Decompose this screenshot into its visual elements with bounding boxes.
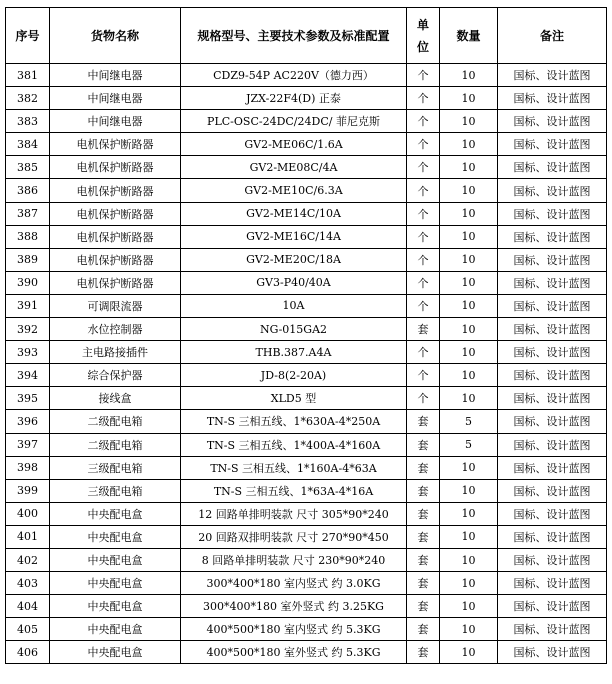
table-body (6, 64, 607, 664)
cell-seq: 387 (6, 202, 50, 225)
cell-unit: 套 (407, 456, 440, 479)
cell-name: 电机保护断路器 (50, 133, 181, 156)
table-row (6, 225, 607, 248)
cell-name: 电机保护断路器 (50, 202, 181, 225)
header-unit-line1: 单 (416, 17, 429, 32)
cell-seq: 396 (6, 410, 50, 433)
cell-qty: 10 (440, 364, 498, 387)
cell-remark: 国标、设计蓝图 (498, 294, 607, 317)
header-unit (407, 8, 440, 64)
cell-unit: 个 (407, 110, 440, 133)
cell-seq: 382 (6, 87, 50, 110)
table-row (6, 294, 607, 317)
cell-unit: 套 (407, 318, 440, 341)
cell-spec: GV2-ME14C/10A (181, 202, 407, 225)
table-row (6, 156, 607, 179)
cell-unit: 个 (407, 271, 440, 294)
cell-name: 二级配电箱 (50, 410, 181, 433)
header-name: 货物名称 (50, 8, 181, 64)
cell-remark: 国标、设计蓝图 (498, 248, 607, 271)
table-row (6, 572, 607, 595)
cell-seq: 398 (6, 456, 50, 479)
cell-qty: 10 (440, 87, 498, 110)
cell-qty: 10 (440, 271, 498, 294)
table-row (6, 202, 607, 225)
cell-seq: 402 (6, 548, 50, 571)
table-row (6, 318, 607, 341)
cell-name: 综合保护器 (50, 364, 181, 387)
cell-unit: 套 (407, 410, 440, 433)
cell-remark: 国标、设计蓝图 (498, 318, 607, 341)
cell-unit: 个 (407, 364, 440, 387)
cell-remark: 国标、设计蓝图 (498, 110, 607, 133)
table-row (6, 110, 607, 133)
cell-name: 电机保护断路器 (50, 271, 181, 294)
table-row (6, 64, 607, 87)
cell-spec: 12 回路单排明装款 尺寸 305*90*240 (181, 502, 407, 525)
cell-spec: 300*400*180 室内竖式 约 3.0KG (181, 572, 407, 595)
cell-name: 接线盒 (50, 387, 181, 410)
cell-qty: 10 (440, 502, 498, 525)
cell-qty: 10 (440, 156, 498, 179)
cell-remark: 国标、设计蓝图 (498, 225, 607, 248)
cell-seq: 404 (6, 595, 50, 618)
cell-remark: 国标、设计蓝图 (498, 64, 607, 87)
table-row (6, 641, 607, 664)
cell-seq: 389 (6, 248, 50, 271)
cell-name: 中间继电器 (50, 64, 181, 87)
table-header-row (6, 8, 607, 64)
cell-seq: 400 (6, 502, 50, 525)
cell-spec: GV2-ME06C/1.6A (181, 133, 407, 156)
table-row (6, 387, 607, 410)
cell-name: 电机保护断路器 (50, 179, 181, 202)
cell-unit: 个 (407, 133, 440, 156)
cell-spec: CDZ9-54P AC220V（德力西） (181, 64, 407, 87)
cell-spec: NG-015GA2 (181, 318, 407, 341)
cell-remark: 国标、设计蓝图 (498, 410, 607, 433)
cell-remark: 国标、设计蓝图 (498, 156, 607, 179)
cell-remark: 国标、设计蓝图 (498, 433, 607, 456)
cell-name: 中央配电盒 (50, 525, 181, 548)
cell-seq: 391 (6, 294, 50, 317)
cell-spec: THB.387.A4A (181, 341, 407, 364)
table-row (6, 341, 607, 364)
cell-spec: 20 回路双排明装款 尺寸 270*90*450 (181, 525, 407, 548)
cell-qty: 10 (440, 341, 498, 364)
cell-spec: 8 回路单排明装款 尺寸 230*90*240 (181, 548, 407, 571)
cell-remark: 国标、设计蓝图 (498, 456, 607, 479)
table-row (6, 133, 607, 156)
cell-spec: 300*400*180 室外竖式 约 3.25KG (181, 595, 407, 618)
cell-unit: 个 (407, 64, 440, 87)
cell-spec: GV2-ME20C/18A (181, 248, 407, 271)
cell-unit: 套 (407, 618, 440, 641)
cell-name: 可调限流器 (50, 294, 181, 317)
cell-spec: GV3-P40/40A (181, 271, 407, 294)
cell-unit: 个 (407, 225, 440, 248)
table-row (6, 364, 607, 387)
table-row (6, 87, 607, 110)
cell-name: 主电路接插件 (50, 341, 181, 364)
cell-seq: 388 (6, 225, 50, 248)
cell-qty: 10 (440, 179, 498, 202)
table-row (6, 548, 607, 571)
cell-spec: TN-S 三相五线、1*63A-4*16A (181, 479, 407, 502)
cell-remark: 国标、设计蓝图 (498, 179, 607, 202)
cell-qty: 10 (440, 641, 498, 664)
cell-qty: 10 (440, 294, 498, 317)
cell-spec: TN-S 三相五线、1*630A-4*250A (181, 410, 407, 433)
cell-name: 中央配电盒 (50, 502, 181, 525)
cell-qty: 10 (440, 133, 498, 156)
cell-name: 中央配电盒 (50, 618, 181, 641)
cell-name: 电机保护断路器 (50, 248, 181, 271)
cell-seq: 386 (6, 179, 50, 202)
cell-seq: 383 (6, 110, 50, 133)
cell-remark: 国标、设计蓝图 (498, 618, 607, 641)
cell-spec: GV2-ME08C/4A (181, 156, 407, 179)
cell-remark: 国标、设计蓝图 (498, 364, 607, 387)
cell-spec: GV2-ME10C/6.3A (181, 179, 407, 202)
cell-unit: 个 (407, 202, 440, 225)
cell-unit: 套 (407, 548, 440, 571)
cell-seq: 403 (6, 572, 50, 595)
cell-name: 三级配电箱 (50, 456, 181, 479)
table-row (6, 479, 607, 502)
cell-seq: 406 (6, 641, 50, 664)
cell-qty: 10 (440, 202, 498, 225)
cell-name: 二级配电箱 (50, 433, 181, 456)
table-row (6, 179, 607, 202)
cell-seq: 394 (6, 364, 50, 387)
cell-qty: 5 (440, 410, 498, 433)
cell-seq: 381 (6, 64, 50, 87)
cell-unit: 套 (407, 595, 440, 618)
cell-qty: 10 (440, 618, 498, 641)
cell-spec: TN-S 三相五线、1*400A-4*160A (181, 433, 407, 456)
cell-qty: 10 (440, 387, 498, 410)
cell-seq: 393 (6, 341, 50, 364)
cell-remark: 国标、设计蓝图 (498, 548, 607, 571)
cell-seq: 401 (6, 525, 50, 548)
cell-qty: 10 (440, 456, 498, 479)
cell-unit: 个 (407, 156, 440, 179)
cell-qty: 10 (440, 225, 498, 248)
table-row (6, 595, 607, 618)
cell-remark: 国标、设计蓝图 (498, 387, 607, 410)
cell-seq: 385 (6, 156, 50, 179)
cell-unit: 个 (407, 179, 440, 202)
goods-table (5, 7, 607, 664)
cell-remark: 国标、设计蓝图 (498, 595, 607, 618)
cell-seq: 384 (6, 133, 50, 156)
table-row (6, 271, 607, 294)
table-row (6, 433, 607, 456)
table-row (6, 248, 607, 271)
cell-remark: 国标、设计蓝图 (498, 87, 607, 110)
cell-remark: 国标、设计蓝图 (498, 502, 607, 525)
cell-name: 中央配电盒 (50, 595, 181, 618)
cell-name: 三级配电箱 (50, 479, 181, 502)
cell-spec: PLC-OSC-24DC/24DC/ 菲尼克斯 (181, 110, 407, 133)
table-row (6, 502, 607, 525)
cell-name: 中央配电盒 (50, 641, 181, 664)
cell-unit: 套 (407, 525, 440, 548)
cell-qty: 10 (440, 572, 498, 595)
table-row (6, 456, 607, 479)
cell-unit: 个 (407, 248, 440, 271)
cell-seq: 405 (6, 618, 50, 641)
cell-remark: 国标、设计蓝图 (498, 341, 607, 364)
cell-qty: 10 (440, 548, 498, 571)
table-row (6, 618, 607, 641)
header-seq: 序号 (6, 8, 50, 64)
table-row (6, 410, 607, 433)
cell-qty: 10 (440, 318, 498, 341)
cell-qty: 10 (440, 525, 498, 548)
cell-seq: 399 (6, 479, 50, 502)
cell-unit: 套 (407, 479, 440, 502)
cell-remark: 国标、设计蓝图 (498, 133, 607, 156)
cell-spec: GV2-ME16C/14A (181, 225, 407, 248)
cell-qty: 5 (440, 433, 498, 456)
cell-unit: 套 (407, 641, 440, 664)
cell-remark: 国标、设计蓝图 (498, 525, 607, 548)
header-remark: 备注 (498, 8, 607, 64)
cell-name: 中间继电器 (50, 110, 181, 133)
cell-seq: 395 (6, 387, 50, 410)
cell-spec: JD-8(2-20A) (181, 364, 407, 387)
cell-name: 电机保护断路器 (50, 225, 181, 248)
cell-remark: 国标、设计蓝图 (498, 202, 607, 225)
cell-name: 中央配电盒 (50, 572, 181, 595)
cell-qty: 10 (440, 595, 498, 618)
cell-unit: 套 (407, 572, 440, 595)
cell-name: 水位控制器 (50, 318, 181, 341)
cell-remark: 国标、设计蓝图 (498, 572, 607, 595)
cell-unit: 个 (407, 294, 440, 317)
cell-unit: 套 (407, 433, 440, 456)
cell-qty: 10 (440, 110, 498, 133)
cell-spec: TN-S 三相五线、1*160A-4*63A (181, 456, 407, 479)
cell-spec: 10A (181, 294, 407, 317)
cell-qty: 10 (440, 64, 498, 87)
cell-seq: 392 (6, 318, 50, 341)
cell-name: 电机保护断路器 (50, 156, 181, 179)
header-unit-line2: 位 (416, 39, 429, 54)
cell-name: 中央配电盒 (50, 548, 181, 571)
cell-qty: 10 (440, 248, 498, 271)
cell-seq: 390 (6, 271, 50, 294)
cell-spec: 400*500*180 室外竖式 约 5.3KG (181, 641, 407, 664)
cell-unit: 个 (407, 341, 440, 364)
cell-remark: 国标、设计蓝图 (498, 271, 607, 294)
cell-spec: JZX-22F4(D) 正泰 (181, 87, 407, 110)
table-row (6, 525, 607, 548)
cell-unit: 套 (407, 502, 440, 525)
cell-remark: 国标、设计蓝图 (498, 479, 607, 502)
cell-remark: 国标、设计蓝图 (498, 641, 607, 664)
cell-name: 中间继电器 (50, 87, 181, 110)
header-spec: 规格型号、主要技术参数及标准配置 (181, 8, 407, 64)
cell-unit: 个 (407, 87, 440, 110)
cell-seq: 397 (6, 433, 50, 456)
cell-unit: 个 (407, 387, 440, 410)
cell-spec: XLD5 型 (181, 387, 407, 410)
header-qty: 数量 (440, 8, 498, 64)
cell-qty: 10 (440, 479, 498, 502)
cell-spec: 400*500*180 室内竖式 约 5.3KG (181, 618, 407, 641)
